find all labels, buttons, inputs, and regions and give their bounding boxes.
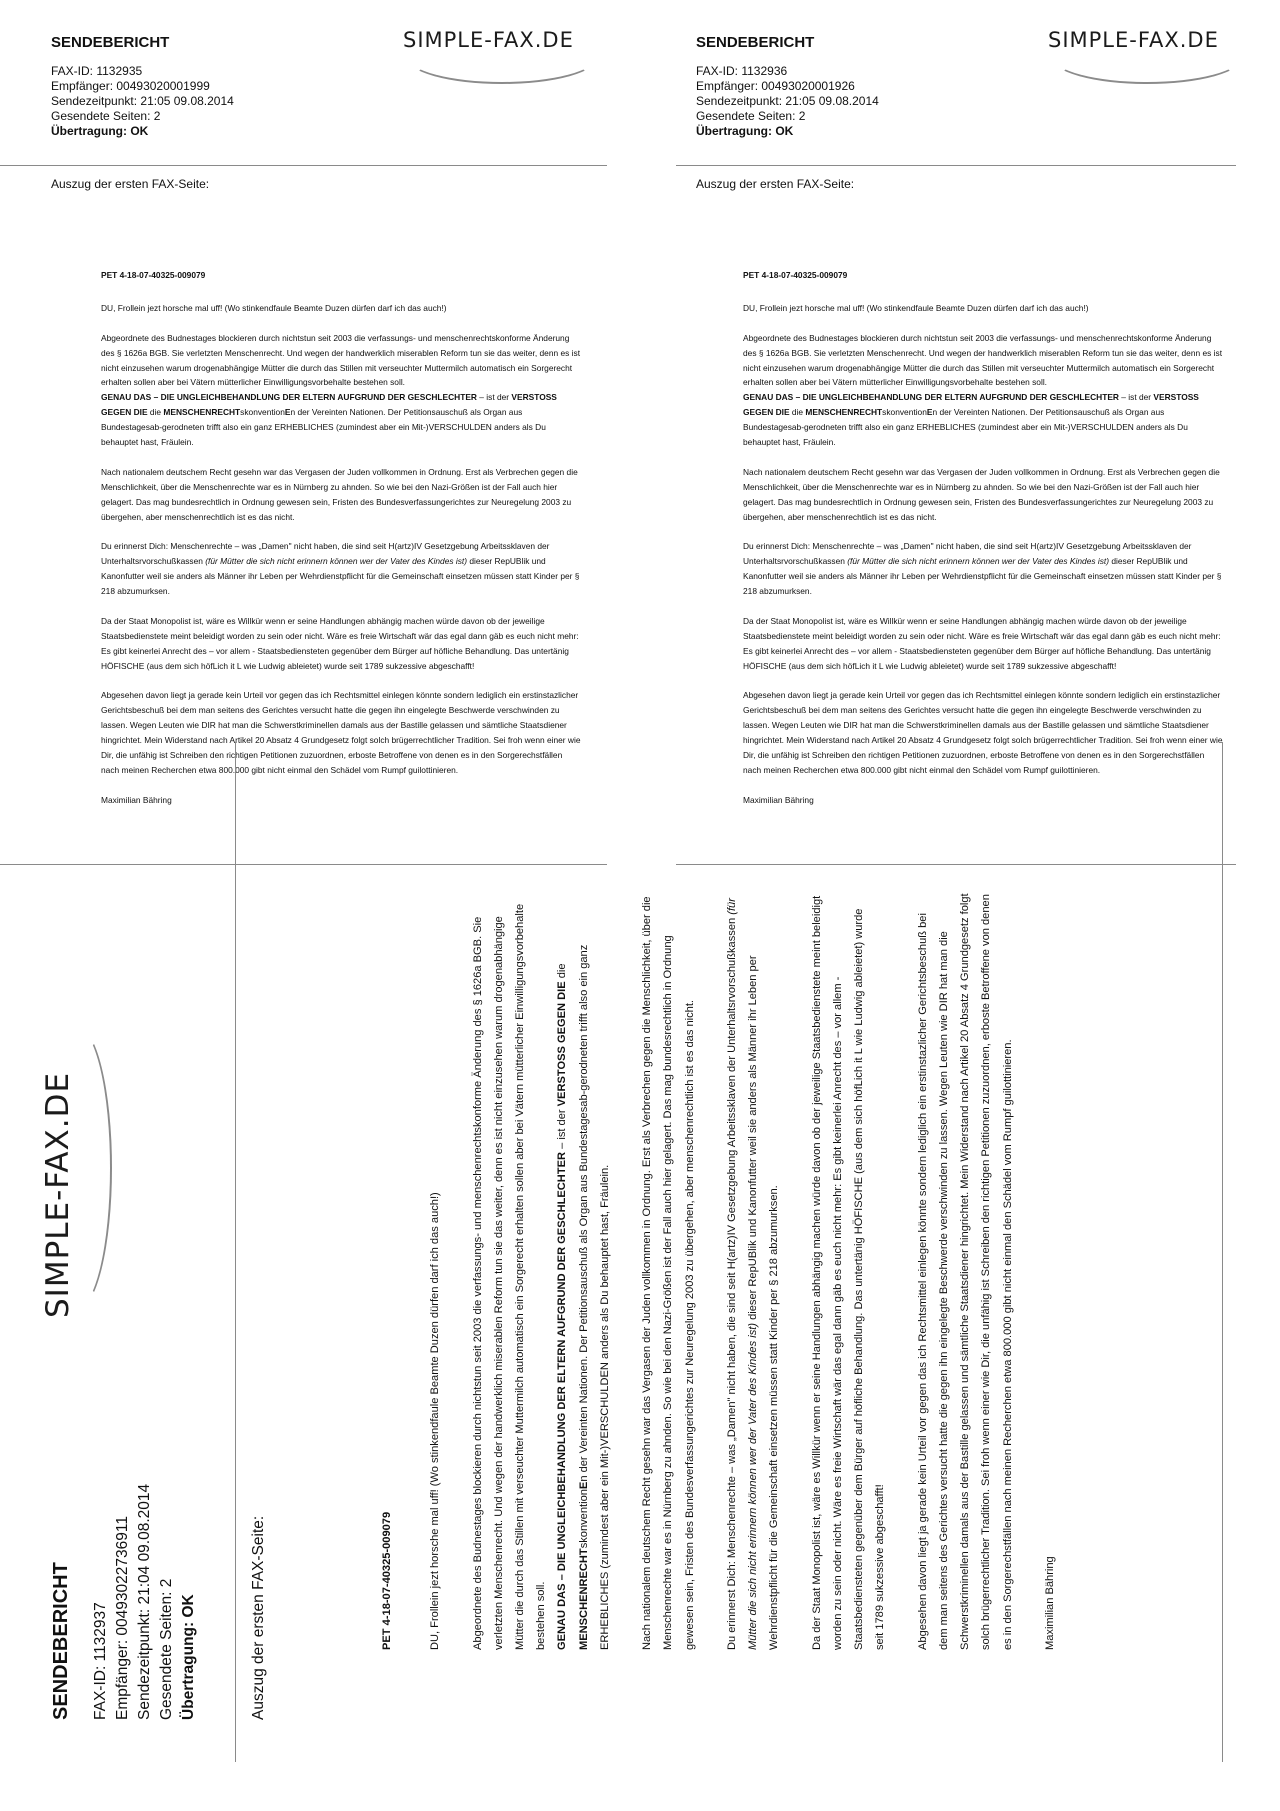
pages-sent: Gesendete Seiten: 2: [51, 109, 161, 123]
recipient: Empfänger: 00493022736911: [114, 1516, 131, 1720]
send-time: Sendezeitpunkt: 21:05 09.08.2014: [696, 94, 879, 108]
paragraph-5: Abgesehen davon liegt ja gerade kein Urteil vor gegen das ich Rechtsmittel einlegen könnte sondern lediglich ein erstinstazlicher Gerichtsbeschuß bei dem man seitens des Gerichtes versucht hatte die gegen ihn eingelegte Beschwerde verschwinden zu lassen. Wegen Leuten wie DIR hat man die Schwerstkriminellen damals aus der Bastille gelassen und sämtliche Staatsdiener hingrichtet. Mein Widerstand nach Artikel 20 Absatz 4 Grundgesetz folgt solch brügerrechtlicher Tradition. Sei froh wenn einer wie Dir, die unfähig ist Schreiben den richtigen Petitionen zuzuordnen, erboste Betroffene von denen es in den Sorgerechstfällen nach meinen Recherchen etwa 800.000 gibt nicht einmal den Schädel vom Rumpf guilottinieren.: [916, 893, 1014, 1650]
report-title: SENDEBERICHT: [51, 34, 170, 51]
paragraph-3: Du erinnerst Dich: Menschenrechte – was „Damen" nicht haben, die sind seit H(artz)IV Gesetzgebung Arbeitssklaven der Unterhaltsrvorschußkassen (für Mütter die sich nicht erinnern können wer der Vater des Kindes ist) dieser RepUBlik und Kanonfutter weil sie anders als Männer ihr Leben per Wehrdienstpflicht für die Gemeinschaft einsetzen müssen statt Kinder per § 218 abzumurksen.: [101, 541, 580, 597]
transmission-status: Übertragung: OK: [51, 124, 149, 138]
fax-id: FAX-ID: 1132935: [51, 64, 143, 78]
paragraph-5: Abgesehen davon liegt ja gerade kein Urteil vor gegen das ich Rechtsmittel einlegen könnte sondern lediglich ein erstinstazlicher Gerichtsbeschuß bei dem man seitens des Gerichtes versucht hatte die gegen ihn eingelegte Beschwerde verschwinden zu lassen. Wegen Leuten wie DIR hat man die Schwerstkriminellen damals aus der Bastille gelassen und sämtliche Staatsdiener hingrichtet. Mein Widerstand nach Artikel 20 Absatz 4 Grundgesetz folgt solch brügerrechtlicher Tradition. Sei froh wenn einer wie Dir, die unfähig ist Schreiben den richtigen Petitionen zuzuordnen, erboste Betroffene von denen es in den Sorgerechstfällen nach meinen Recherchen etwa 800.000 gibt nicht einmal den Schädel vom Rumpf guilottinieren.: [101, 690, 581, 775]
excerpt-label: Auszug der ersten FAX-Seite:: [51, 177, 210, 191]
paragraph-4: Da der Staat Monopolist ist, wäre es Willkür wenn er seine Handlungen abhängig machen würde davon ob der jeweilige Staatsbedienstete meint beleidigt worden zu sein oder nicht. Wäre es freie Wirtschaft wär das egal dann gäb es euch nicht mehr: Es gibt keinerlei Anrecht des – vor allem - Staatsbediensteten gegenüber dem Bürger auf höfliche Behandlung. Das untertänig HÖFISCHE (aus dem sich höfLich it L wie Ludwig ableietet) wurde seit 1789 sukzessive abgeschafft!: [743, 615, 1221, 671]
excerpt-label: Auszug der ersten FAX-Seite:: [250, 1515, 267, 1720]
paragraph-5: Abgesehen davon liegt ja gerade kein Urteil vor gegen das ich Rechtsmittel einlegen könnte sondern lediglich ein erstinstazlicher Gerichtsbeschuß bei dem man seitens des Gerichtes versucht hatte die gegen ihn eingelegte Beschwerde verschwinden zu lassen. Wegen Leuten wie DIR hat man die Schwerstkriminellen damals aus der Bastille gelassen und sämtliche Staatsdiener hingrichtet. Mein Widerstand nach Artikel 20 Absatz 4 Grundgesetz folgt solch brügerrechtlicher Tradition. Sei froh wenn einer wie Dir, die unfähig ist Schreiben den richtigen Petitionen zuzuordnen, erboste Betroffene von denen es in den Sorgerechstfällen nach meinen Recherchen etwa 800.000 gibt nicht einmal den Schädel vom Rumpf guilottinieren.: [743, 690, 1223, 775]
pages-sent: Gesendete Seiten: 2: [696, 109, 806, 123]
signature: Maximilian Bähring: [743, 794, 814, 805]
greeting: DU, Frollein jezt horsche mal uff! (Wo stinkendfaule Beamte Duzen dürfen darf ich das auch!): [101, 302, 447, 313]
report-details: [90, 1484, 200, 1720]
paragraph-1: Abgeordnete des Budnestages blockieren durch nichtstun seit 2003 die verfassungs- und menschenrechtskonforme Änderung des § 1626a BGB. Sie verletzten Menschenrecht. Und wegen der handwerklich miserablen Reform tun sie das weiter, denn es ist nicht einzusehen warum drogenabhängige Mütter die durch das Stillen mit verseuchter Muttermilch automatisch ein Sorgerecht erhalten sollen aber bei Vätern mütterlicher Einwilligungsvorbehalte bestehen soll. GENAU DAS – DIE UNGLEICHBEHANDLUNG DER ELTERN AUFGRUND DER GESCHLECHTER – ist der VERSTOSS GEGEN DIE die MENSCHENRECHTskonventionEn der Vereinten Nationen. Der Petitionsauschuß als Organ aus Bundestagesab-gerodneten trifft also ein ganz ERHEBLICHES (zumindest aber ein Mit-)VERSCHULDEN anders als Du behauptet hast, Fräulein.: [471, 903, 611, 1650]
paragraph-2: Nach nationalem deutschem Recht gesehn war das Vergasen der Juden vollkommen in Ordnung. Erst als Verbrechen gegen die Menschlichkeit, über die Menschenrechte war es in Nürnberg zu ahnden. So wie bei den Nazi-Größen ist der Fall auch hier gelagert. Das mag bundesrechtlich in Ordnung gewesen sein, Fristen des Bundesverfassungerichtes zur Neuregelung 2003 zu übergehen, aber menschenrechtlich ist es das nicht.: [101, 466, 578, 522]
greeting: DU, Frollein jezt horsche mal uff! (Wo stinkendfaule Beamte Duzen dürfen darf ich das auch!): [429, 1192, 442, 1650]
recipient: Empfänger: 00493020001926: [696, 79, 855, 93]
fax-id: FAX-ID: 1132936: [696, 64, 788, 78]
petition-number: PET 4-18-07-40325-009079: [381, 1511, 393, 1650]
signature: Maximilian Bähring: [1044, 1556, 1056, 1650]
paragraph-1: Abgeordnete des Budnestages blockieren durch nichtstun seit 2003 die verfassungs- und menschenrechtskonforme Änderung des § 1626a BGB. Sie verletzten Menschenrecht. Und wegen der handwerklich miserablen Reform tun sie das weiter, denn es ist nicht einzusehen warum drogenabhängige Mütter die durch das Stillen mit verseuchter Muttermilch automatisch ein Sorgerecht erhalten sollen aber bei Vätern mütterlicher Einwilligungsvorbehalte bestehen soll. GENAU DAS – DIE UNGLEICHBEHANDLUNG DER ELTERN AUFGRUND DER GESCHLECHTER – ist der VERSTOSS GEGEN DIE die MENSCHENRECHTskonventionEn der Vereinten Nationen. Der Petitionsauschuß als Organ aus Bundestagesab-gerodneten trifft also ein ganz ERHEBLICHES (zumindest aber ein Mit-)VERSCHULDEN anders als Du behauptet hast, Fräulein.: [743, 332, 1223, 448]
divider: [235, 742, 236, 1762]
recipient: Empfänger: 00493020001999: [51, 79, 210, 93]
paragraph-3: Du erinnerst Dich: Menschenrechte – was „Damen" nicht haben, die sind seit H(artz)IV Gesetzgebung Arbeitssklaven der Unterhaltsrvorschußkassen (für Mütter die sich nicht erinnern können wer der Vater des Kindes ist) dieser RepUBlik und Kanonfutter weil sie anders als Männer ihr Leben per Wehrdienstpflicht für die Gemeinschaft einsetzen müssen statt Kinder per § 218 abzumurksen.: [743, 541, 1222, 597]
send-time: Sendezeitpunkt: 21:05 09.08.2014: [51, 94, 234, 108]
pages-sent: Gesendete Seiten: 2: [158, 1578, 175, 1720]
signature: Maximilian Bähring: [101, 794, 172, 805]
fax-id: FAX-ID: 1132937: [92, 1602, 109, 1720]
petition-number: PET 4-18-07-40325-009079: [101, 270, 206, 280]
transmission-status: Übertragung: OK: [180, 1594, 197, 1720]
paragraph-2: Nach nationalem deutschem Recht gesehn war das Vergasen der Juden vollkommen in Ordnung. Erst als Verbrechen gegen die Menschlichkeit, über die Menschenrechte war es in Nürnberg zu ahnden. So wie bei den Nazi-Größen ist der Fall auch hier gelagert. Das mag bundesrechtlich in Ordnung gewesen sein, Fristen des Bundesverfassungerichtes zur Neuregelung 2003 zu übergehen, aber menschenrechtlich ist es das nicht.: [743, 466, 1220, 522]
logo-text: SIMPLE-FAX.DE: [1048, 28, 1219, 52]
paragraph-4: Da der Staat Monopolist ist, wäre es Willkür wenn er seine Handlungen abhängig machen würde davon ob der jeweilige Staatsbedienstete meint beleidigt worden zu sein oder nicht. Wäre es freie Wirtschaft wär das egal dann gäb es euch nicht mehr: Es gibt keinerlei Anrecht des – vor allem - Staatsbediensteten gegenüber dem Bürger auf höfliche Behandlung. Das untertänig HÖFISCHE (aus dem sich höfLich it L wie Ludwig ableietet) wurde seit 1789 sukzessive abgeschafft!: [101, 615, 579, 671]
paragraph-4: Da der Staat Monopolist ist, wäre es Willkür wenn er seine Handlungen abhängig machen würde davon ob der jeweilige Staatsbedienstete meint beleidigt worden zu sein oder nicht. Wäre es freie Wirtschaft wär das egal dann gäb es euch nicht mehr: Es gibt keinerlei Anrecht des – vor allem - Staatsbediensteten gegenüber dem Bürger auf höfliche Behandlung. Das untertänig HÖFISCHE (aus dem sich höfLich it L wie Ludwig ableietet) wurde seit 1789 sukzessive abgeschafft!: [810, 895, 887, 1650]
bottom-divider: [1222, 742, 1223, 1762]
excerpt-label: Auszug der ersten FAX-Seite:: [696, 177, 855, 191]
paragraph-2: Nach nationalem deutschem Recht gesehn war das Vergasen der Juden vollkommen in Ordnung. Erst als Verbrechen gegen die Menschlichkeit, über die Menschenrechte war es in Nürnberg zu ahnden. So wie bei den Nazi-Größen ist der Fall auch hier gelagert. Das mag bundesrechtlich in Ordnung gewesen sein, Fristen des Bundesverfassungerichtes zur Neuregelung 2003 zu übergehen, aber menschenrechtlich ist es das nicht.: [641, 896, 696, 1650]
paragraph-3: Du erinnerst Dich: Menschenrechte – was „Damen" nicht haben, die sind seit H(artz)IV Gesetzgebung Arbeitssklaven der Unterhaltsrvorschußkassen (für Mütter die sich nicht erinnern können wer der Vater des Kindes ist) dieser RepUBlik und Kanonfutter weil sie anders als Männer ihr Leben per Wehrdienstpflicht für die Gemeinschaft einsetzen müssen statt Kinder per § 218 abzumurksen.: [726, 898, 781, 1650]
send-time: Sendezeitpunkt: 21:04 09.08.2014: [136, 1483, 153, 1720]
report-title: SENDEBERICHT: [696, 34, 815, 51]
transmission-status: Übertragung: OK: [696, 124, 794, 138]
paragraph-1: Abgeordnete des Budnestages blockieren durch nichtstun seit 2003 die verfassungs- und menschenrechtskonforme Änderung des § 1626a BGB. Sie verletzten Menschenrecht. Und wegen der handwerklich miserablen Reform tun sie das weiter, denn es ist nicht einzusehen warum drogenabhängige Mütter die durch das Stillen mit verseuchter Muttermilch automatisch ein Sorgerecht erhalten sollen aber bei Vätern mütterlicher Einwilligungsvorbehalte bestehen soll. GENAU DAS – DIE UNGLEICHBEHANDLUNG DER ELTERN AUFGRUND DER GESCHLECHTER – ist der VERSTOSS GEGEN DIE die MENSCHENRECHTskonventionEn der Vereinten Nationen. Der Petitionsauschuß als Organ aus Bundestagesab-gerodneten trifft also ein ganz ERHEBLICHES (zumindest aber ein Mit-)VERSCHULDEN anders als Du behauptet hast, Fräulein.: [101, 332, 581, 448]
logo-text: SIMPLE-FAX.DE: [40, 1071, 76, 1318]
logo-text: SIMPLE-FAX.DE: [403, 28, 574, 52]
greeting: DU, Frollein jezt horsche mal uff! (Wo stinkendfaule Beamte Duzen dürfen darf ich das auch!): [743, 302, 1089, 313]
report-title: SENDEBERICHT: [50, 1562, 72, 1720]
fax-excerpt: [377, 890, 1061, 1650]
petition-number: PET 4-18-07-40325-009079: [743, 270, 848, 280]
